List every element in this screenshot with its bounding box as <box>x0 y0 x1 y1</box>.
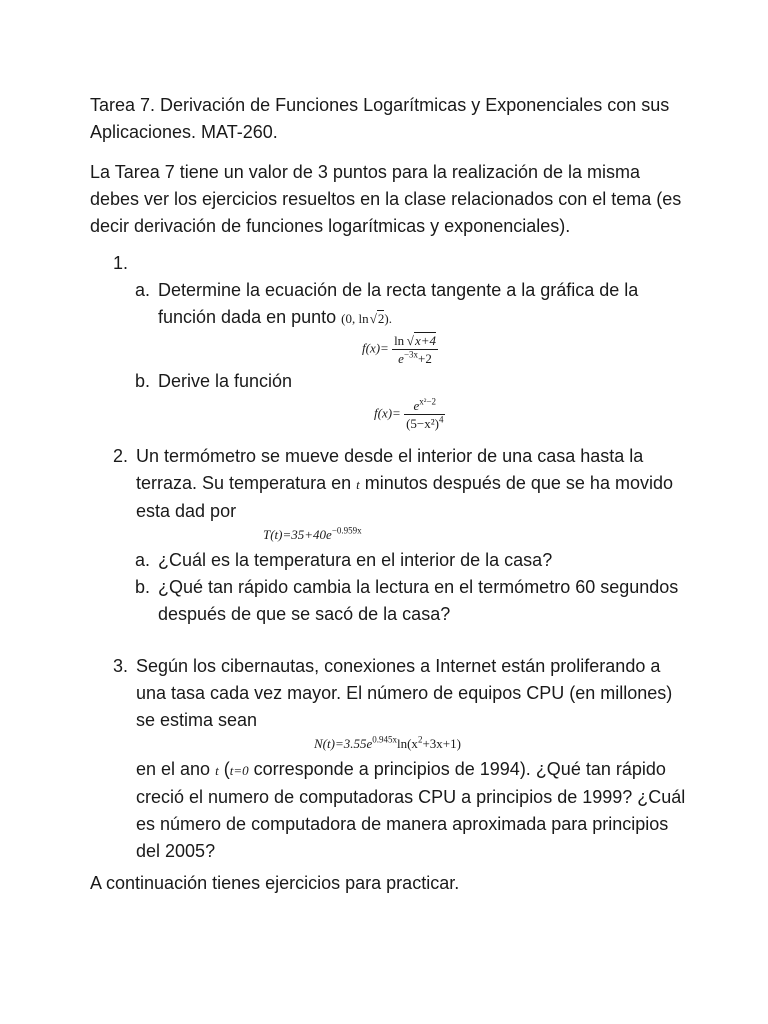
question-2-text-1: Un termómetro se mueve desde el interior de una casa hasta la terraza. Su temperatura en <box>136 446 644 493</box>
equation-3: $N(t)=3.55e^{0.945x}\ln(x^2+3x+1)$ <box>314 734 461 751</box>
intro-paragraph: La Tarea 7 tiene un valor de 3 puntos para la realización de la misma debes ver los ejercicios resueltos en la clase relacionados con el tema (es decir derivación de funciones logarítmicas y exponenciales). <box>90 162 682 236</box>
document-page <box>90 92 690 897</box>
question-1b <box>90 368 690 395</box>
subquestion-letter: b. <box>135 371 151 391</box>
question-3-text-2a: en el ano <box>136 759 211 779</box>
question-3: 3. Según los cibernautas, conexiones a Internet están proliferando a una tasa cada vez mayor. El número de equipos CPU (en millones) se estima sean $N(t)=3.55e^{0.945x}\ln(x^2+3x+1)$ en el ano t (t=0 corresponde a principios de 1994). ¿Qué tan rápido creció el numero de computadoras CPU a principios de 1999? ¿Cuál es número de computadora de manera aproximada para principios del 2005? <box>90 653 690 865</box>
question-number: 2. <box>113 446 129 466</box>
equation-1a: f(x)= $\frac{\ln √x+4}{e^{-3x}+2}$ <box>362 333 436 366</box>
variable-t: t <box>356 477 360 492</box>
question-number: 1. <box>113 253 129 273</box>
question-1 <box>90 250 690 439</box>
document-title: Tarea 7. Derivación de Funciones Logarítmicas y Exponenciales con sus Aplicaciones. MAT-260. <box>90 95 670 142</box>
question-2a <box>90 547 690 574</box>
question-2a-text: ¿Cuál es la temperatura en el interior de la casa? <box>158 550 553 570</box>
equation-2: $T(t)=35+40e^{-0.959x}$ <box>263 525 362 542</box>
question-1a-text: Determine la ecuación de la recta tangente a la gráfica de la función dada en punto <box>158 280 639 327</box>
subquestion-letter: b. <box>135 577 151 597</box>
question-2b <box>90 574 690 628</box>
question-2-text-2: minutos después de que se ha movido esta dad por <box>136 473 673 521</box>
t-zero-expression: t=0 <box>229 763 249 778</box>
question-3-text-1: Según los cibernautas, conexiones a Internet están proliferando a una tasa cada vez mayor. El número de equipos CPU (en millones) se estima sean <box>136 656 673 730</box>
question-1a <box>90 277 690 332</box>
question-1b-text: Derive la función <box>158 371 293 391</box>
point-expression: (0, ln √2). <box>341 311 392 326</box>
closing-text: A continuación tienes ejercicios para practicar. <box>90 873 460 893</box>
question-2 <box>90 443 690 628</box>
equation-1b: f(x)= $\frac{e^{x^2-2}}{(5-x^2)^4}$ <box>374 396 444 431</box>
variable-t: t <box>215 763 219 778</box>
question-2b-text: ¿Qué tan rápido cambia la lectura en el termómetro 60 segundos después de que se sacó de la casa? <box>158 577 679 624</box>
question-number: 3. <box>113 656 129 676</box>
question-3-text-2b: corresponde a principios de 1994). ¿Qué tan rápido creció el numero de computadoras CPU a principios de 1999? ¿Cuál es número de computadora de manera aproximada para principios del 2005? <box>136 759 686 861</box>
subquestion-letter: a. <box>135 550 151 570</box>
subquestion-letter: a. <box>135 280 151 300</box>
